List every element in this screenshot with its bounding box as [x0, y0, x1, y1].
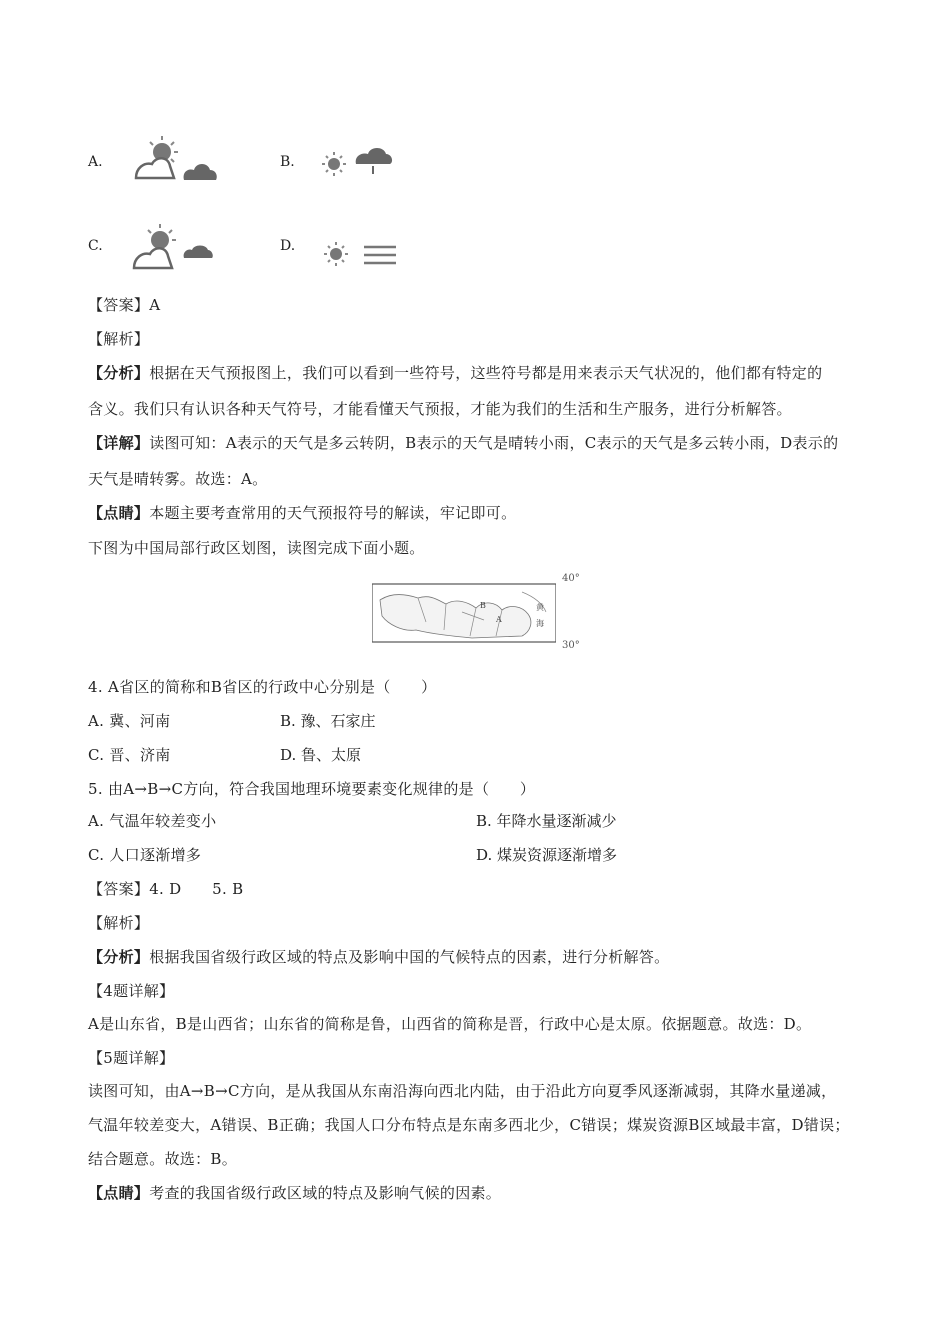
q3-analysis-title: 【解析】 — [88, 330, 150, 348]
q5-stem: 5. 由A→B→C方向，符合我国地理环境要素变化规律的是（ ） — [88, 780, 536, 798]
q4-option-d: D. 鲁、太原 — [280, 746, 362, 764]
q45-analysis-title: 【解析】 — [88, 914, 150, 932]
sun-icon — [322, 152, 346, 176]
q4-option-c: C. 晋、济南 — [88, 746, 171, 764]
sun-icon — [324, 242, 348, 266]
map-label-a: A — [496, 615, 502, 624]
map-intro: 下图为中国局部行政区划图，读图完成下面小题。 — [88, 539, 425, 557]
q3-point: 【点睛】本题主要考查常用的天气预报符号的解读，牢记即可。 — [88, 504, 517, 522]
option-b-icons — [318, 142, 394, 190]
option-d-icons — [318, 236, 398, 272]
q4-stem: 4. A省区的简称和B省区的行政中心分别是（ ） — [88, 678, 437, 696]
q45-point: 【点睛】考查的我国省级行政区域的特点及影响气候的因素。 — [88, 1184, 502, 1202]
rain-cloud-icon — [184, 246, 213, 259]
overcast-cloud-icon — [184, 164, 217, 180]
q5-detail-title: 【5题详解】 — [88, 1049, 175, 1067]
q5-option-c: C. 人口逐渐增多 — [88, 846, 202, 864]
map-lat-bottom: 30° — [562, 640, 580, 651]
q45-answer: 【答案】4. D 5. B — [88, 880, 244, 898]
option-a-label: A. — [88, 154, 103, 170]
q3-answer: 【答案】A — [88, 296, 161, 314]
q4-option-b: B. 豫、石家庄 — [280, 712, 376, 730]
option-d-label: D. — [280, 238, 296, 254]
fog-icon — [364, 247, 396, 263]
option-b-label: B. — [280, 154, 295, 170]
q4-detail-title: 【4题详解】 — [88, 982, 175, 1000]
q5-detail-line-1: 读图可知，由A→B→C方向，是从我国从东南沿海向西北内陆，由于沿此方向夏季风逐渐减弱，其降水量递减， — [88, 1082, 837, 1100]
q4-option-a: A. 冀、河南 — [88, 712, 171, 730]
option-a-icons — [132, 132, 222, 186]
q5-detail-line-3: 结合题意。故选：B。 — [88, 1150, 238, 1168]
sun-behind-cloud-icon — [134, 224, 176, 268]
map-label-sea: 黄 — [536, 603, 544, 612]
q45-analysis: 【分析】根据我国省级行政区域的特点及影响中国的气候特点的因素，进行分析解答。 — [88, 948, 670, 966]
q5-option-b: B. 年降水量逐渐减少 — [476, 812, 617, 830]
map-label-sea-2: 海 — [536, 619, 544, 628]
china-region-map — [372, 578, 556, 648]
q3-detail-line-1: 【详解】读图可知：A表示的天气是多云转阴，B表示的天气是晴转小雨，C表示的天气是多云转小雨，D表示的 — [88, 434, 839, 452]
q3-analysis-line-1: 【分析】根据在天气预报图上，我们可以看到一些符号，这些符号都是用来表示天气状况的，他们都有特定的 — [88, 364, 823, 382]
q3-detail-line-2: 天气是晴转雾。故选：A。 — [88, 470, 268, 488]
q3-analysis-line-2: 含义。我们只有认识各种天气符号，才能看懂天气预报，才能为我们的生活和生产服务，进行分析解答。 — [88, 400, 792, 418]
map-label-b: B — [480, 601, 486, 610]
q5-option-a: A. 气温年较差变小 — [88, 812, 217, 830]
option-c-icons — [130, 220, 220, 274]
option-c-label: C. — [88, 238, 103, 254]
q5-detail-line-2: 气温年较差变大，A错误、B正确；我国人口分布特点是东南多西北少，C错误；煤炭资源B区域最丰富，D错误； — [88, 1116, 850, 1134]
map-lat-top: 40° — [562, 573, 580, 584]
rain-cloud-icon — [356, 148, 392, 174]
q4-detail: A是山东省，B是山西省；山东省的简称是鲁，山西省的简称是晋，行政中心是太原。依据题意。故选：D。 — [88, 1015, 812, 1033]
q5-option-d: D. 煤炭资源逐渐增多 — [476, 846, 618, 864]
sun-behind-cloud-icon — [136, 136, 178, 178]
